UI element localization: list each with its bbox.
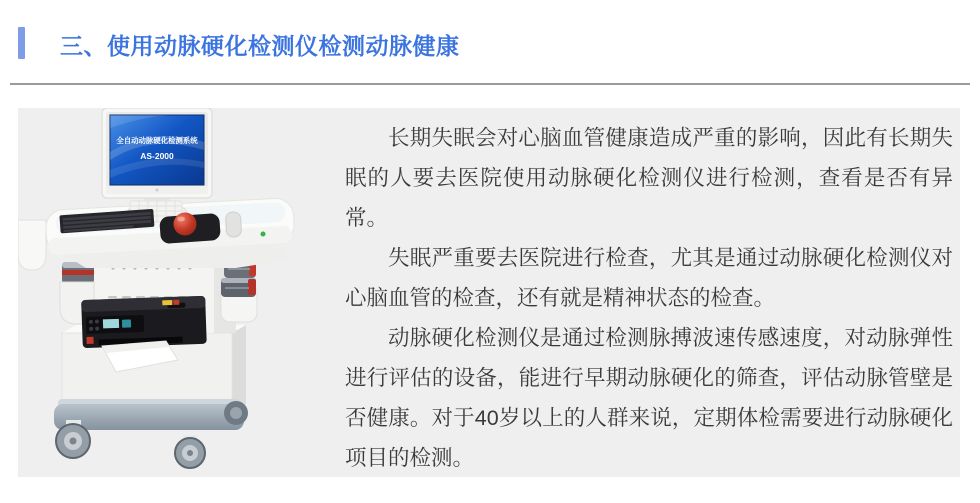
article-paragraph: 长期失眠会对心脑血管健康造成严重的影响，因此有长期失眠的人要去医院使用动脉硬化检测仪进行检测，查看是否有异常。 xyxy=(345,126,953,230)
monitor xyxy=(102,108,212,198)
section-accent-bar xyxy=(18,27,25,59)
header-divider xyxy=(10,83,970,85)
article-text xyxy=(345,118,953,478)
screen-title-text: 全自动动脉硬化检测系统 xyxy=(116,136,198,145)
cuff-pouch-right xyxy=(221,260,257,322)
caster-wheel-center xyxy=(175,435,205,468)
cuff-pouch-left-outer xyxy=(18,220,46,270)
article-paragraph: 失眠严重要去医院进行检查，尤其是通过动脉硬化检测仪对心脑血管的检查，还有就是精神状态的检查。 xyxy=(345,246,953,310)
article-paragraph: 动脉硬化检测仪是通过检测脉搏波速传感速度，对动脉弹性进行评估的设备，能进行早期动脉硬化的筛查，评估动脉管壁是否健康。对于40岁以上的人群来说，定期体检需要进行动脉硬化项目的检测。 xyxy=(345,326,953,470)
trackball-area xyxy=(159,213,221,245)
screen-model-text: AS-2000 xyxy=(140,151,174,161)
section-title: 三、使用动脉硬化检测仪检测动脉健康 xyxy=(60,33,460,59)
arterial-stiffness-detector-illustration xyxy=(18,108,338,477)
desk-handle xyxy=(225,212,241,238)
printer-display xyxy=(103,319,119,329)
caster-wheel-rear xyxy=(224,401,248,425)
power-led xyxy=(261,232,266,237)
printer xyxy=(81,296,207,348)
trackball xyxy=(174,213,197,236)
device-photo xyxy=(18,108,338,477)
content-panel xyxy=(18,108,960,477)
